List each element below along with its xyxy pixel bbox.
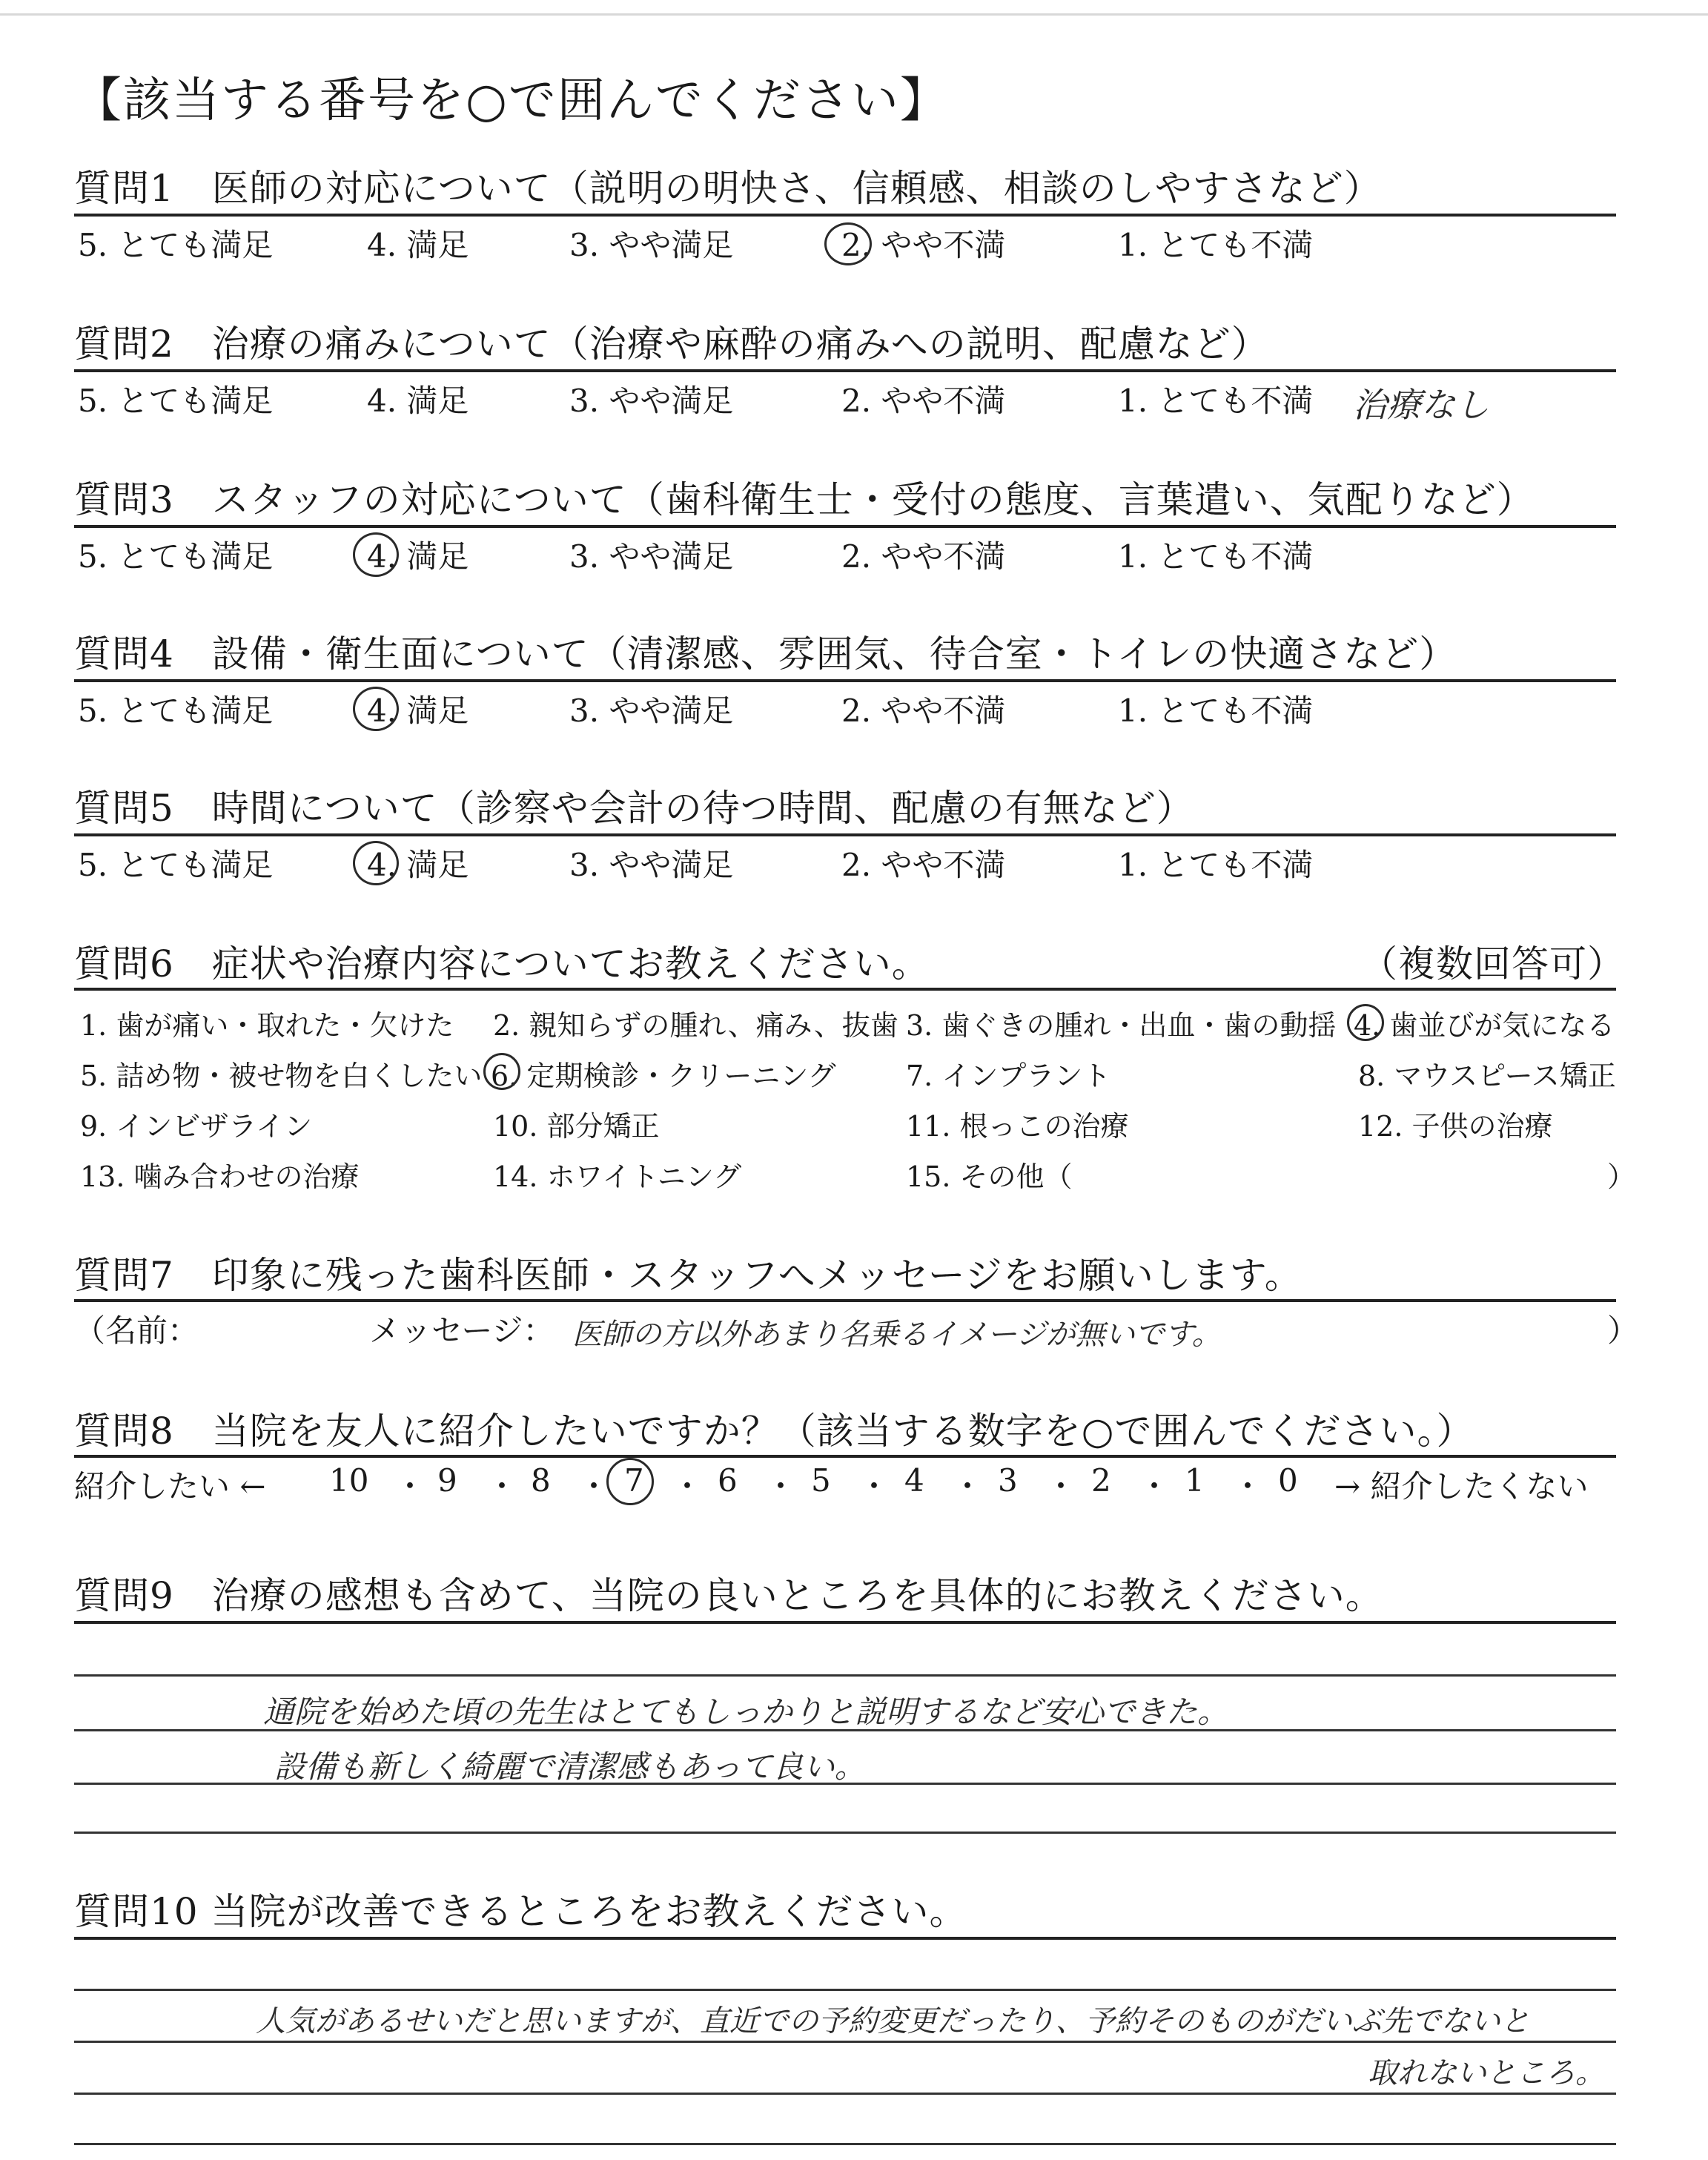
q3-option-4[interactable]: 4. 満足: [367, 538, 469, 575]
q4-selection-circle: [353, 687, 399, 731]
q8-right-label: → 紹介したくない: [1334, 1468, 1589, 1505]
q8-scale-2[interactable]: 2: [1091, 1462, 1111, 1499]
q8-left-label: 紹介したい ←: [74, 1468, 266, 1505]
question-6-note: （複数回答可）: [1360, 942, 1625, 985]
q9-answer-line: [74, 1832, 1616, 1834]
q1-option-4[interactable]: 4. 満足: [367, 227, 469, 263]
q2-option-3[interactable]: 3. やや満足: [569, 383, 734, 419]
q3-option-5[interactable]: 5. とても満足: [78, 538, 274, 575]
q8-scale-3[interactable]: 3: [998, 1462, 1018, 1499]
q5-option-3[interactable]: 3. やや満足: [569, 847, 734, 883]
q8-scale-10[interactable]: 10: [329, 1462, 369, 1499]
question-3-title: 質問3 スタッフの対応について（歯科衛生士・受付の態度、言葉遣い、気配りなど）: [74, 478, 1535, 521]
q6-item-6-circle: [483, 1053, 520, 1090]
page-title: 【該当する番号を○で囲んでください】: [74, 73, 949, 128]
q6-item-15[interactable]: 15. その他（: [906, 1160, 1073, 1193]
question-4-title: 質問4 設備・衛生面について（清潔感、雰囲気、待合室・トイレの快適さなど）: [74, 633, 1457, 676]
q8-dot: ・: [858, 1468, 890, 1505]
q6-item-2[interactable]: 2. 親知らずの腫れ、痛み、抜歯: [493, 1009, 898, 1042]
question-7-rule: [74, 1299, 1616, 1302]
q4-option-5[interactable]: 5. とても満足: [78, 693, 274, 729]
q7-name-label: （名前：: [74, 1312, 199, 1349]
q6-item-1[interactable]: 1. 歯が痛い・取れた・欠けた: [80, 1009, 454, 1042]
q5-option-2[interactable]: 2. やや不満: [841, 847, 1006, 883]
q6-item-10[interactable]: 10. 部分矯正: [493, 1110, 660, 1143]
q4-option-1[interactable]: 1. とても不満: [1118, 693, 1314, 729]
q1-option-5[interactable]: 5. とても満足: [78, 227, 274, 263]
q6-item-8[interactable]: 8. マウスピース矯正: [1358, 1060, 1616, 1092]
q10-answer-line: [74, 2093, 1616, 2095]
q10-answer-line: [74, 1989, 1616, 1991]
q10-answer-line: [74, 2143, 1616, 2145]
q1-option-2[interactable]: 2. やや不満: [841, 227, 1006, 263]
q2-option-1[interactable]: 1. とても不満: [1118, 383, 1314, 419]
q8-scale-7[interactable]: 7: [624, 1462, 644, 1499]
q8-dot: ・: [672, 1468, 704, 1505]
q2-option-2[interactable]: 2. やや不満: [841, 383, 1006, 419]
q10-answer-text-2[interactable]: 取れないところ。: [1368, 2056, 1605, 2090]
q7-message-label: メッセージ：: [369, 1312, 555, 1349]
q6-item-7[interactable]: 7. インプラント: [906, 1060, 1111, 1092]
q8-scale-9[interactable]: 9: [437, 1462, 457, 1499]
q1-option-1[interactable]: 1. とても不満: [1118, 227, 1314, 263]
q10-answer-text-1[interactable]: 人気があるせいだと思いますが、直近での予約変更だったり、予約そのものがだいぶ先でないと: [256, 2004, 1530, 2038]
q9-answer-text-1[interactable]: 通院を始めた頃の先生はとてもしっかりと説明するなど安心できた。: [263, 1694, 1229, 1730]
q3-option-3[interactable]: 3. やや満足: [569, 538, 734, 575]
q8-dot: ・: [486, 1468, 518, 1505]
q3-option-1[interactable]: 1. とても不満: [1118, 538, 1314, 575]
q7-message-text[interactable]: 医師の方以外あまり名乗るイメージが無いです。: [572, 1318, 1222, 1352]
q8-dot: ・: [952, 1468, 984, 1505]
q6-item-4[interactable]: 4. 歯並びが気になる: [1354, 1009, 1615, 1042]
q8-dot: ・: [1139, 1468, 1171, 1505]
q2-handwritten-note: 治療なし: [1353, 385, 1489, 425]
top-border: [0, 13, 1708, 16]
q8-dot: ・: [1045, 1468, 1077, 1505]
q1-selection-circle: [824, 222, 872, 265]
q6-item-14[interactable]: 14. ホワイトニング: [493, 1160, 742, 1193]
q8-scale-1[interactable]: 1: [1185, 1462, 1205, 1499]
q6-item-6[interactable]: 6. 定期検診・クリーニング: [491, 1060, 836, 1092]
q8-dot: ・: [578, 1468, 610, 1505]
question-5-rule: [74, 833, 1616, 836]
q4-option-4[interactable]: 4. 満足: [367, 693, 469, 729]
q2-option-5[interactable]: 5. とても満足: [78, 383, 274, 419]
q8-scale-6[interactable]: 6: [718, 1462, 738, 1499]
question-4-rule: [74, 679, 1616, 682]
q6-item-4-circle: [1347, 1004, 1384, 1041]
q4-option-3[interactable]: 3. やや満足: [569, 693, 734, 729]
q6-item-11[interactable]: 11. 根っこの治療: [906, 1110, 1129, 1143]
q6-item-13[interactable]: 13. 噛み合わせの治療: [80, 1160, 360, 1193]
q8-dot: ・: [394, 1468, 426, 1505]
q9-answer-text-2[interactable]: 設備も新しく綺麗で清潔感もあって良い。: [274, 1748, 866, 1785]
q8-scale-4[interactable]: 4: [904, 1462, 924, 1499]
q5-option-1[interactable]: 1. とても不満: [1118, 847, 1314, 883]
question-3-rule: [74, 525, 1616, 528]
question-2-rule: [74, 369, 1616, 372]
question-10-rule: [74, 1937, 1616, 1940]
question-9-rule: [74, 1621, 1616, 1624]
q2-option-4[interactable]: 4. 満足: [367, 383, 469, 419]
q3-option-2[interactable]: 2. やや不満: [841, 538, 1006, 575]
q5-option-4[interactable]: 4. 満足: [367, 847, 469, 883]
q6-item-5[interactable]: 5. 詰め物・被せ物を白くしたい: [80, 1060, 483, 1092]
q5-selection-circle: [353, 841, 399, 885]
question-8-rule: [74, 1455, 1616, 1458]
q7-close-paren: ）: [1607, 1312, 1639, 1349]
question-9-title: 質問9 治療の感想も含めて、当院の良いところを具体的にお教えください。: [74, 1574, 1383, 1617]
q10-answer-line: [74, 2041, 1616, 2043]
q3-selection-circle: [353, 532, 399, 577]
question-10-title: 質問10 当院が改善できるところをお教えください。: [74, 1890, 967, 1933]
q8-dot: ・: [1232, 1468, 1264, 1505]
question-2-title: 質問2 治療の痛みについて（治療や麻酔の痛みへの説明、配慮など）: [74, 323, 1269, 366]
q6-item-3[interactable]: 3. 歯ぐきの腫れ・出血・歯の動揺: [906, 1009, 1337, 1042]
question-6-title: 質問6 症状や治療内容についてお教えください。: [74, 942, 930, 985]
question-1-rule: [74, 214, 1616, 217]
q9-answer-line: [74, 1674, 1616, 1677]
q5-option-5[interactable]: 5. とても満足: [78, 847, 274, 883]
question-1-title: 質問1 医師の対応について（説明の明快さ、信頼感、相談のしやすさなど）: [74, 167, 1382, 210]
question-6-rule: [74, 988, 1616, 991]
question-5-title: 質問5 時間について（診察や会計の待つ時間、配慮の有無など）: [74, 787, 1194, 830]
q4-option-2[interactable]: 2. やや不満: [841, 693, 1006, 729]
q6-item-12[interactable]: 12. 子供の治療: [1358, 1110, 1553, 1143]
question-7-title: 質問7 印象に残った歯科医師・スタッフへメッセージをお願いします。: [74, 1254, 1302, 1297]
q6-item-15-close: ）: [1607, 1160, 1636, 1193]
q1-option-3[interactable]: 3. やや満足: [569, 227, 734, 263]
q6-item-9[interactable]: 9. インビザライン: [80, 1110, 313, 1143]
q8-dot: ・: [765, 1468, 797, 1505]
q8-scale-5[interactable]: 5: [811, 1462, 831, 1499]
question-8-title: 質問8 当院を友人に紹介したいですか？（該当する数字を○で囲んでください。）: [74, 1410, 1474, 1453]
q8-scale-8[interactable]: 8: [531, 1462, 551, 1499]
q8-scale-0[interactable]: 0: [1278, 1462, 1298, 1499]
q8-selection-circle: [606, 1458, 654, 1505]
